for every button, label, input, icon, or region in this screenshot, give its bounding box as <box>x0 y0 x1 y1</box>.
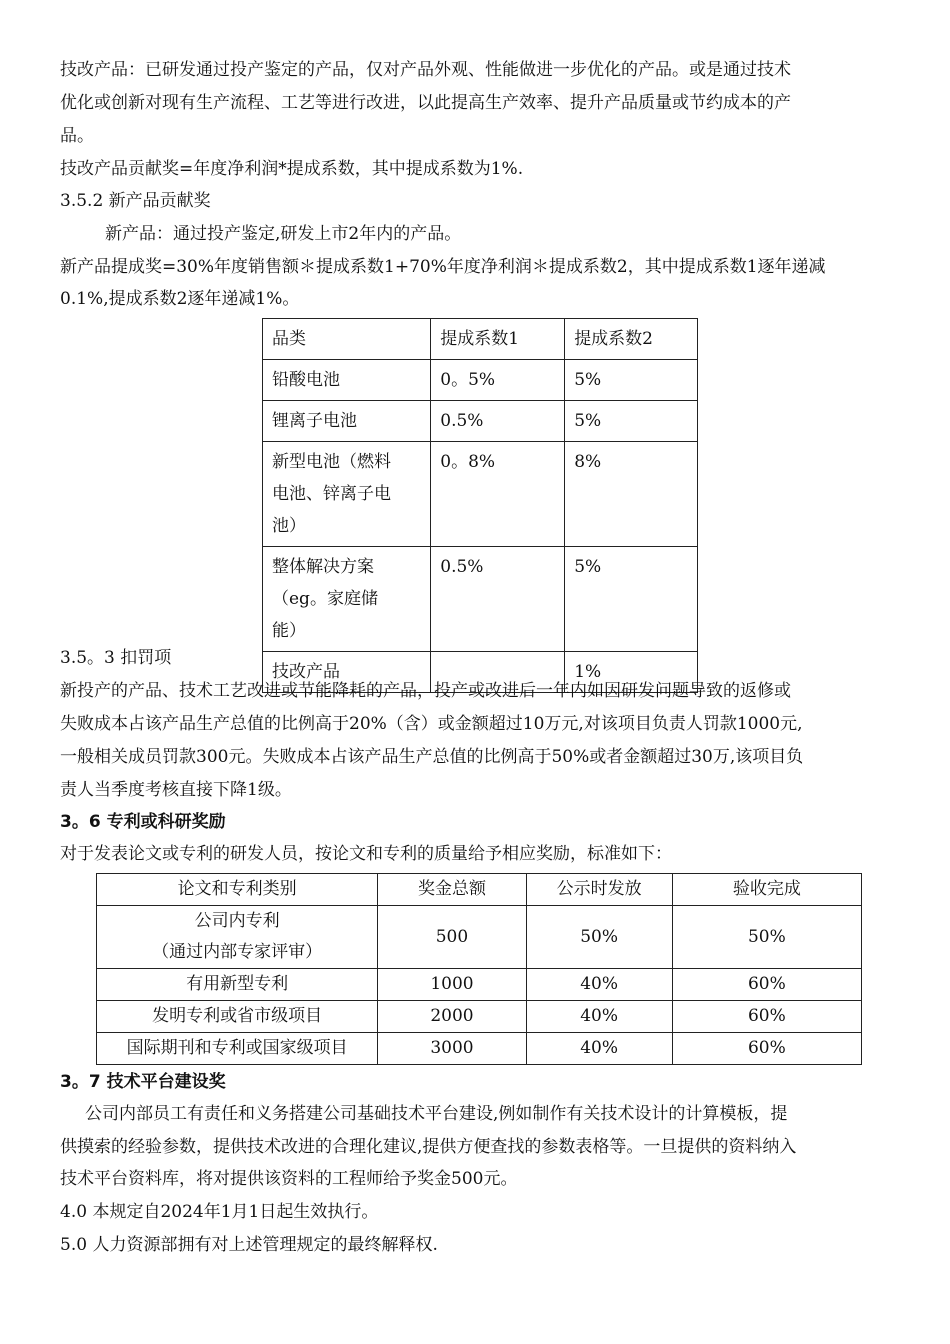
publicity-payout-cell: 40% <box>526 1033 672 1065</box>
table-row <box>97 1033 862 1065</box>
paragraph-interpretation: 5.0 人力资源部拥有对上述管理规定的最终解释权. <box>60 1235 438 1255</box>
table-header-cell: 提成系数1 <box>431 319 565 360</box>
acceptance-payout-cell: 60% <box>672 969 861 1001</box>
category-cell-line: 整体解决方案 <box>272 557 374 577</box>
coefficient-2-cell: 5% <box>565 547 698 652</box>
category-cell-line: 池） <box>272 516 306 536</box>
category-cell-line: 电池、锌离子电 <box>272 484 391 504</box>
coefficient-2-cell: 5% <box>565 401 698 442</box>
paragraph-new-product-bonus-formula-cont: 0.1%,提成系数2逐年递减1%。 <box>60 289 300 309</box>
table-row <box>263 442 698 547</box>
paragraph-penalty-cont-1: 失败成本占该产品生产总值的比例高于20%（含）或金额超过10万元,对该项目负责人罚款1000元, <box>60 714 803 734</box>
table-header-cell: 品类 <box>263 319 431 360</box>
coefficient-1-cell: 0。5% <box>431 360 565 401</box>
patent-category-cell-line: 有用新型专利 <box>186 974 289 994</box>
paragraph-penalty-cont-3: 责人当季度考核直接下降1级。 <box>60 780 292 800</box>
paragraph-patent-intro: 对于发表论文或专利的研发人员，按论文和专利的质量给予相应奖励，标准如下： <box>60 844 672 864</box>
patent-category-cell <box>97 906 378 969</box>
coefficient-1-cell: 0.5% <box>431 547 565 652</box>
paragraph-platform-cont-2: 技术平台资料库，将对提供该资料的工程师给予奖金500元。 <box>60 1169 518 1189</box>
category-cell-line: 技改产品 <box>272 662 340 682</box>
table-header-cell: 公示时发放 <box>526 874 672 906</box>
heading-3-6: 3。6 专利或科研奖励 <box>60 812 226 832</box>
heading-3-7: 3。7 技术平台建设奖 <box>60 1072 226 1092</box>
paragraph-tech-improvement-definition: 技改产品：已研发通过投产鉴定的产品，仅对产品外观、性能做进一步优化的产品。或是通过技术 <box>60 60 791 80</box>
table-row <box>263 547 698 652</box>
patent-category-cell-line: 国际期刊和专利或国家级项目 <box>126 1038 348 1058</box>
category-cell-line: 能） <box>272 621 306 641</box>
table-row <box>263 401 698 442</box>
total-bonus-cell: 3000 <box>378 1033 526 1065</box>
heading-3-5-2: 3.5.2 新产品贡献奖 <box>60 191 211 211</box>
coefficient-1-cell: 0。8% <box>431 442 565 547</box>
patent-category-cell <box>97 1033 378 1065</box>
category-cell-line: 新型电池（燃料 <box>272 452 391 472</box>
table-header-cell: 奖金总额 <box>378 874 526 906</box>
category-cell-line: 铅酸电池 <box>272 370 340 390</box>
acceptance-payout-cell: 60% <box>672 1033 861 1065</box>
publicity-payout-cell: 40% <box>526 969 672 1001</box>
category-cell <box>263 442 431 547</box>
category-cell-line: （eg。家庭储 <box>272 589 378 609</box>
category-cell <box>263 401 431 442</box>
table-header-cell: 提成系数2 <box>565 319 698 360</box>
acceptance-payout-cell: 60% <box>672 1001 861 1033</box>
paragraph-effective-date: 4.0 本规定自2024年1月1日起生效执行。 <box>60 1202 379 1222</box>
coefficient-2-cell: 1% <box>565 652 698 693</box>
table-row <box>97 969 862 1001</box>
table-header-row <box>263 319 698 360</box>
patent-reward-table <box>96 873 862 1065</box>
paragraph-penalty: 新投产的产品、技术工艺改进或节能降耗的产品，投产或改进后一年内如因研发问题导致的返修或 <box>60 681 791 701</box>
patent-category-cell <box>97 1001 378 1033</box>
total-bonus-cell: 500 <box>378 906 526 969</box>
paragraph-tech-improvement-bonus-formula: 技改产品贡献奖=年度净利润*提成系数，其中提成系数为1%. <box>60 159 524 179</box>
coefficient-2-cell: 5% <box>565 360 698 401</box>
publicity-payout-cell: 50% <box>526 906 672 969</box>
paragraph-tech-improvement-definition-end: 品。 <box>60 126 94 146</box>
table-header-row <box>97 874 862 906</box>
table-header-cell: 验收完成 <box>672 874 861 906</box>
patent-category-cell <box>97 969 378 1001</box>
patent-category-cell-line: （通过内部专家评审） <box>152 942 323 962</box>
paragraph-new-product-bonus-formula: 新产品提成奖=30%年度销售额＊提成系数1+70%年度净利润＊提成系数2，其中提成系数1逐年递减 <box>60 257 826 277</box>
paragraph-platform: 公司内部员工有责任和义务搭建公司基础技术平台建设,例如制作有关技术设计的计算模板，提 <box>85 1104 788 1124</box>
paragraph-new-product-definition: 新产品：通过投产鉴定,研发上市2年内的产品。 <box>105 224 462 244</box>
total-bonus-cell: 2000 <box>378 1001 526 1033</box>
coefficient-1-cell: 0.5% <box>431 401 565 442</box>
table-row <box>263 360 698 401</box>
paragraph-tech-improvement-definition-cont: 优化或创新对现有生产流程、工艺等进行改进，以此提高生产效率、提升产品质量或节约成本的产 <box>60 93 791 113</box>
table-header-cell: 论文和专利类别 <box>97 874 378 906</box>
category-cell <box>263 547 431 652</box>
coefficient-table <box>262 318 698 693</box>
coefficient-2-cell: 8% <box>565 442 698 547</box>
table-row <box>97 1001 862 1033</box>
category-cell-line: 锂离子电池 <box>272 411 357 431</box>
table-row <box>97 906 862 969</box>
patent-category-cell-line: 公司内专利 <box>194 911 280 931</box>
paragraph-penalty-cont-2: 一般相关成员罚款300元。失败成本占该产品生产总值的比例高于50%或者金额超过30万,该项目负 <box>60 747 804 767</box>
heading-3-5-3: 3.5。3 扣罚项 <box>60 648 172 668</box>
paragraph-platform-cont-1: 供摸索的经验参数，提供技术改进的合理化建议,提供方便查找的参数表格等。一旦提供的资料纳入 <box>60 1137 797 1157</box>
category-cell <box>263 360 431 401</box>
patent-category-cell-line: 发明专利或省市级项目 <box>152 1006 323 1026</box>
publicity-payout-cell: 40% <box>526 1001 672 1033</box>
total-bonus-cell: 1000 <box>378 969 526 1001</box>
acceptance-payout-cell: 50% <box>672 906 861 969</box>
